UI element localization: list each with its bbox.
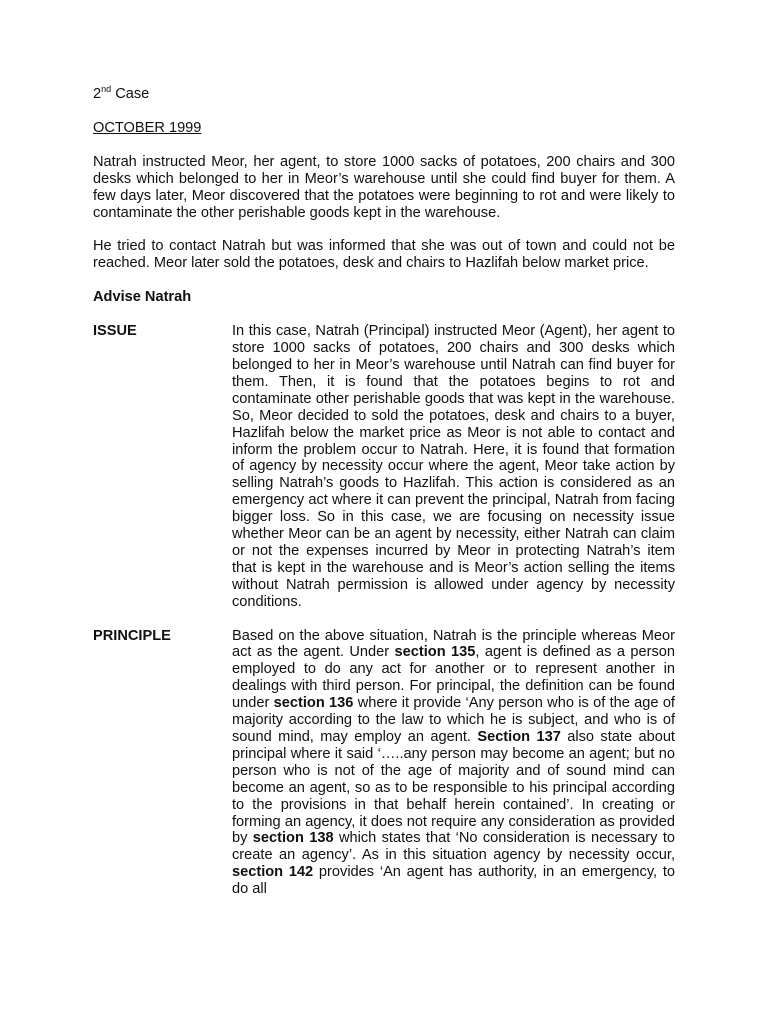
case-number-suffix: nd	[101, 84, 112, 94]
principle-text-part: also state about principal where it said ‘…..any person may become an agent; but no person who is not of the age of majority and of sound mind can become an agent, so as to be responsible to his principal according to the provisions in that behalf herein contained’. In creating or forming an agency, it does not require any consideration as provided by	[232, 729, 675, 847]
facts-paragraph-1: Natrah instructed Meor, her agent, to store 1000 sacks of potatoes, 200 chairs and 300 desks which belonged to her in Meor’s warehouse until she could find buyer for them. A few days later, Meor discovered that the potatoes were beginning to rot and were likely to contaminate the other perishable goods kept in the warehouse.	[93, 153, 675, 221]
case-number: 2	[93, 86, 102, 102]
principle-text-part: which states that ‘No consideration is necessary to create an agency’. As in this situation agency by necessity occur,	[232, 830, 675, 864]
principle-label: PRINCIPLE	[93, 627, 171, 644]
statute-reference: Section 137	[477, 729, 561, 745]
statute-reference: section 138	[252, 830, 334, 847]
issue-label: ISSUE	[93, 323, 137, 340]
issue-section	[93, 323, 675, 610]
principle-section	[93, 628, 675, 899]
principle-text-part: , agent is defined as a person employed to do any act for another or to represent another in dealings with third person. For principal, the definition can be found under	[232, 644, 676, 712]
statute-reference: section 136	[273, 695, 354, 712]
issue-text: In this case, Natrah (Principal) instructed Meor (Agent), her agent to store 1000 sacks of potatoes, 200 chairs and 300 desks which belonged to her in Meor’s warehouse until Natrah can find buyer for them. Then, it is found that the potatoes begins to rot and contaminate other perishable goods that was kept in the warehouse. So, Meor decided to sold the potatoes, desk and chairs to a buyer, Hazlifah below the market price as Meor is not able to contact and inform the problem occur to Natrah. Here, it is found that formation of agency by necessity occur where the agent, Meor take action by selling Natrah’s goods to Hazlifah. This action is considered as an emergency act where it can prevent the principal, Natrah from facing bigger loss. So in this case, we are focusing on necessity issue whether Meor can be an agent by necessity, either Natrah can claim or not the expenses incurred by Meor in protecting Natrah’s item that is kept in the warehouse and is Meor’s action selling the items without Natrah permission is allowed under agency by necessity conditions.	[232, 323, 675, 610]
principle-text-part: provides ‘An agent has authority, in an emergency, to do all	[232, 864, 675, 898]
principle-text-part: where it provide ‘Any person who is of the age of majority according to the law to which he is subject, and who is of sound mind, may employ an agent.	[232, 695, 675, 745]
principle-text	[232, 628, 675, 899]
statute-reference: section 142	[232, 864, 314, 881]
document-page	[93, 86, 675, 898]
case-word: Case	[115, 86, 150, 102]
case-heading	[93, 86, 675, 103]
principle-text-part: Based on the above situation, Natrah is the principle whereas Meor act as the agent. Under	[232, 627, 675, 661]
case-date: OCTOBER 1999	[93, 119, 202, 136]
statute-reference: section 135	[394, 644, 476, 661]
facts-paragraph-2: He tried to contact Natrah but was informed that she was out of town and could not be reached. Meor later sold the potatoes, desk and chairs to Hazlifah below market price.	[93, 238, 675, 272]
question-heading: Advise Natrah	[93, 289, 192, 306]
